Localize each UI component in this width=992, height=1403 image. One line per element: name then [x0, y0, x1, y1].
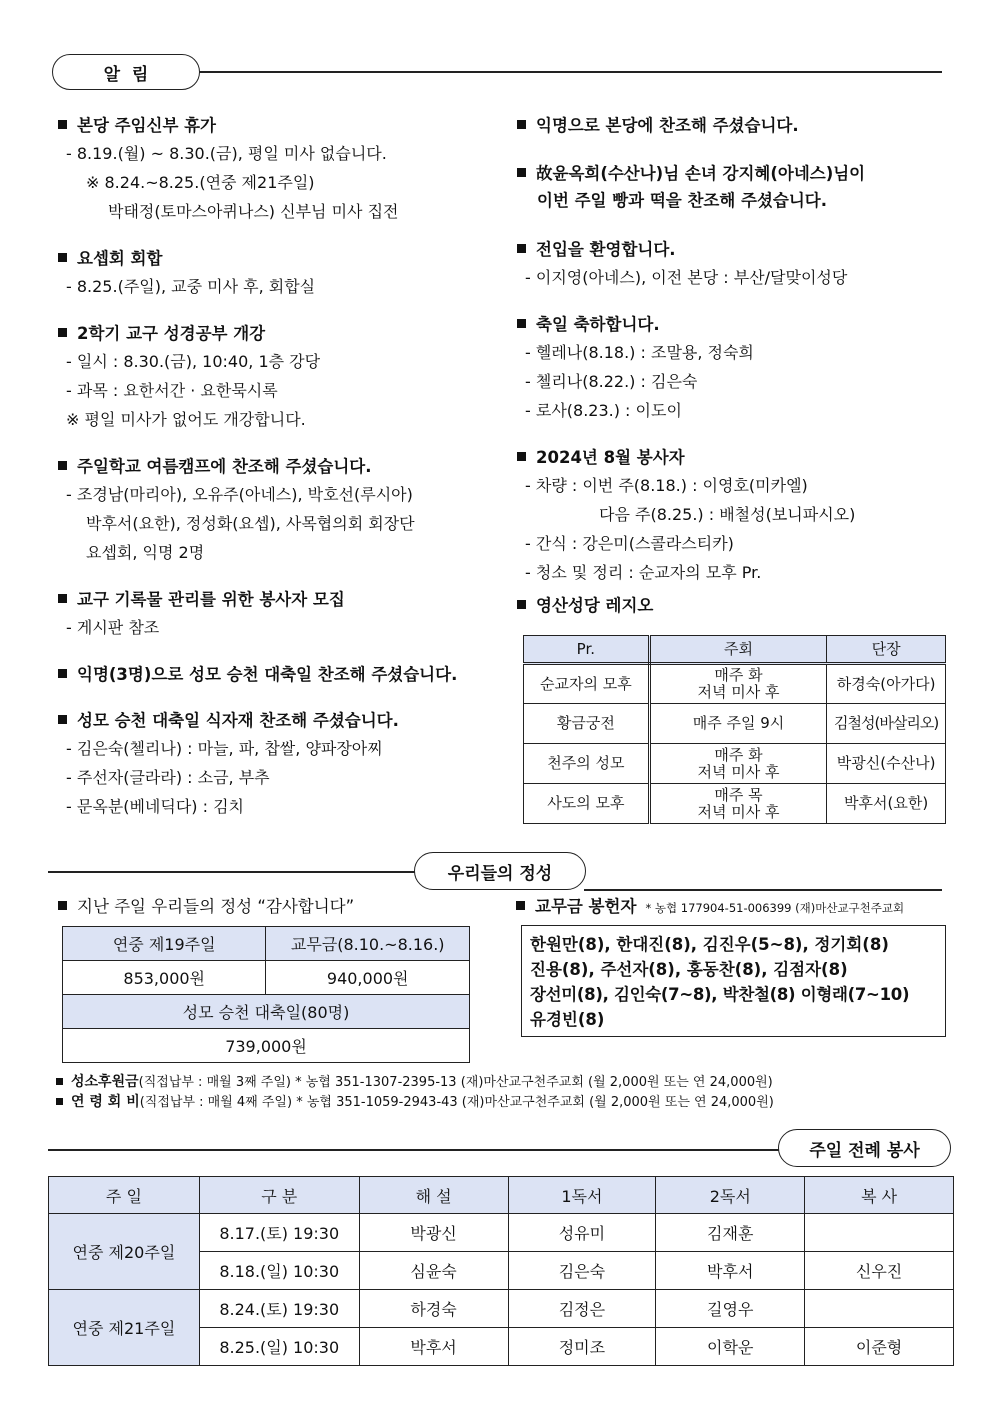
left-notices-column [58, 113, 508, 843]
legio-pr-name: 황금궁전 [524, 704, 650, 744]
header-reading1: 1독서 [508, 1177, 656, 1214]
notice-food-donation [58, 708, 508, 821]
notice-line: - 일시 : 8.30.(금), 10:40, 1층 강당 [66, 352, 321, 371]
notice-bible-study [58, 321, 508, 434]
fine-label: 성소후원금 [71, 1074, 139, 1090]
bullet-square-icon [58, 594, 67, 603]
offering-special-amount: 739,000원 [63, 1029, 470, 1063]
notice-line: 박후서(요한), 정성화(요셉), 사목협의회 회장단 [86, 514, 415, 533]
commentator: 심윤숙 [359, 1252, 508, 1290]
legio-header-row [524, 636, 946, 664]
notice-line: - 로사(8.23.) : 이도이 [525, 401, 682, 420]
notice-bread-donation [517, 161, 957, 215]
fine-label: 연 령 회 비 [71, 1094, 140, 1110]
bullet-square-icon [58, 461, 67, 470]
legio-pr-name: 천주의 성모 [524, 744, 650, 784]
notice-line: - 조경남(마리아), 오유주(아네스), 박호선(루시아) [66, 485, 413, 504]
offering-sunday-amount: 853,000원 [63, 961, 266, 995]
altar-server [805, 1290, 954, 1328]
week-name: 연중 제20주일 [49, 1214, 200, 1290]
heading-text: 전입을 환영합니다. [536, 240, 676, 259]
legio-meeting-time [649, 784, 827, 824]
mass-time: 8.17.(토) 19:30 [199, 1214, 359, 1252]
offering-dues-amount: 940,000원 [266, 961, 470, 995]
donor-line: 진용(8), 주선자(8), 홍동찬(8), 김점자(8) [530, 960, 848, 979]
notice-volunteer-recruit [58, 587, 508, 642]
notice-line: - 간식 : 강은미(스콜라스티카) [525, 534, 734, 553]
heading-text: 요셉회 회합 [77, 249, 163, 268]
heading-text-continued: 이번 주일 빵과 떡을 찬조해 주셨습니다. [537, 191, 828, 210]
memorial-fee-note [56, 1093, 774, 1112]
mass-time: 8.24.(토) 19:30 [199, 1290, 359, 1328]
bullet-square-icon [58, 120, 67, 129]
notice-line: - 8.25.(주일), 교중 미사 후, 회합실 [66, 277, 316, 296]
bullet-square-icon [58, 328, 67, 337]
legio-leader: 박광신(수산나) [827, 744, 946, 784]
bullet-square-icon [56, 1078, 63, 1085]
liturgy-schedule-table [48, 1176, 954, 1366]
heading-text: 교무금 봉헌자 [535, 897, 637, 916]
notice-heading [517, 113, 957, 139]
notices-title-text: 알 림 [103, 64, 149, 85]
notice-line: - 청소 및 정리 : 순교자의 모후 Pr. [525, 563, 762, 582]
offering-divider-left [48, 871, 418, 873]
donor-line: 장선미(8), 김인숙(7~8), 박찬철(8) 이형래(7~10) [530, 985, 910, 1004]
first-reader: 성유미 [508, 1214, 656, 1252]
offering-sunday-label: 연중 제19주일 [63, 927, 266, 961]
bullet-square-icon [517, 244, 526, 253]
legio-meeting-time [649, 704, 827, 744]
header-reading2: 2독서 [656, 1177, 805, 1214]
second-reader: 김재훈 [656, 1214, 805, 1252]
bullet-square-icon [516, 901, 525, 910]
liturgy-divider [48, 1149, 783, 1151]
offering-heading [58, 894, 354, 920]
offering-special-label: 성모 승천 대축일(80명) [63, 995, 470, 1029]
notice-line: - 주선자(글라라) : 소금, 부추 [66, 768, 270, 787]
legio-table [523, 635, 946, 824]
notice-line: 박태정(토마스아퀴나스) 신부님 미사 집전 [108, 202, 399, 221]
bullet-square-icon [58, 253, 67, 262]
notice-heading [58, 113, 508, 139]
liturgy-row [49, 1290, 954, 1328]
week-name: 연중 제21주일 [49, 1290, 200, 1366]
bullet-square-icon [517, 319, 526, 328]
liturgy-row [49, 1214, 954, 1252]
bullet-square-icon [58, 901, 67, 910]
notice-line: - 차량 : 이번 주(8.18.) : 이영호(미카엘) [525, 476, 808, 495]
notice-heading [517, 445, 957, 471]
heading-text: 영산성당 레지오 [536, 596, 654, 615]
notice-heading [58, 662, 508, 688]
bullet-square-icon [58, 715, 67, 724]
mass-time: 8.25.(일) 10:30 [199, 1328, 359, 1366]
heading-text: 2024년 8월 봉사자 [536, 448, 685, 467]
notices-section-title [52, 54, 200, 90]
notices-divider [198, 71, 942, 73]
offering-table [62, 926, 470, 1063]
heading-text: 교구 기록물 관리를 위한 봉사자 모집 [77, 590, 345, 609]
commentator: 박후서 [359, 1328, 508, 1366]
altar-server: 이준형 [805, 1328, 954, 1366]
notice-line: - 게시판 참조 [66, 618, 160, 637]
notice-welcome-newcomer [517, 237, 957, 292]
meeting-line: 저녁 미사 후 [697, 762, 780, 781]
header-time: 구 분 [199, 1177, 359, 1214]
legio-leader: 박후서(요한) [827, 784, 946, 824]
notice-pastor-vacation [58, 113, 508, 226]
legio-header-leader: 단장 [827, 636, 946, 664]
offering-dues-label: 교무금(8.10.~8.16.) [266, 927, 470, 961]
notice-line: - 문옥분(베네딕다) : 김치 [66, 797, 245, 816]
first-reader: 김은숙 [508, 1252, 656, 1290]
heading-text: 지난 주일 우리들의 정성 “감사합니다” [77, 897, 355, 916]
commentator: 하경숙 [359, 1290, 508, 1328]
notice-line: - 8.19.(월) ~ 8.30.(금), 평일 미사 없습니다. [66, 144, 387, 163]
header-commentary: 해 설 [359, 1177, 508, 1214]
offering-divider-right [584, 889, 942, 891]
legio-header-pr: Pr. [524, 636, 650, 664]
header-server: 복 사 [805, 1177, 954, 1214]
notice-heading [58, 321, 508, 347]
altar-server [805, 1214, 954, 1252]
heading-text: 본당 주임신부 휴가 [77, 116, 217, 135]
offering-label-row [63, 927, 470, 961]
liturgy-header-row [49, 1177, 954, 1214]
second-reader: 박후서 [656, 1252, 805, 1290]
right-notices-column [517, 113, 957, 641]
notice-heading [58, 454, 508, 480]
heading-text: 익명(3명)으로 성모 승천 대축일 찬조해 주셨습니다. [77, 665, 458, 684]
notice-line: - 헬레나(8.18.) : 조말용, 정숙희 [525, 343, 754, 362]
bullet-square-icon [517, 600, 526, 609]
fine-detail: (직접납부 : 매월 4째 주일) * 농협 351-1059-2943-43 (재)마산교구천주교회 (월 2,000원 또는 연 24,000원) [139, 1095, 774, 1110]
notice-heading [58, 246, 508, 272]
heading-text: 성모 승천 대축일 식자재 찬조해 주셨습니다. [77, 711, 399, 730]
meeting-line: 매주 목 [714, 785, 763, 804]
notice-anonymous-donation [58, 662, 508, 688]
notice-heading [517, 161, 957, 187]
heading-text: 축일 축하합니다. [536, 315, 660, 334]
notice-line: - 첼리나(8.22.) : 김은숙 [525, 372, 698, 391]
bullet-square-icon [517, 120, 526, 129]
legio-row [524, 664, 946, 704]
offering-title-text: 우리들의 정성 [447, 863, 553, 884]
legio-pr-name: 순교자의 모후 [524, 664, 650, 704]
notice-legio [517, 593, 957, 619]
bullet-square-icon [517, 452, 526, 461]
notice-heading [517, 593, 957, 619]
notice-heading [58, 587, 508, 613]
legio-meeting-time [649, 744, 827, 784]
heading-text: 주일학교 여름캠프에 찬조해 주셨습니다. [77, 457, 372, 476]
fine-detail: (직접납부 : 매월 3째 주일) * 농협 351-1307-2395-13 (재)마산교구천주교회 (월 2,000원 또는 연 24,000원) [138, 1075, 773, 1090]
notice-anonymous-parish-donation [517, 113, 957, 139]
header-sunday: 주 일 [49, 1177, 200, 1214]
notice-line: - 김은숙(첼리나) : 마늘, 파, 찹쌀, 양파장아찌 [66, 739, 383, 758]
legio-row [524, 704, 946, 744]
bullet-square-icon [58, 669, 67, 678]
offering-value-row [63, 961, 470, 995]
vocation-fund-note [56, 1073, 773, 1092]
notice-line: ※ 8.24.~8.25.(연중 제21주일) [86, 173, 315, 192]
offering-section-title [414, 852, 586, 890]
notice-heading [58, 708, 508, 734]
legio-row [524, 784, 946, 824]
offering-special-label-row [63, 995, 470, 1029]
bullet-square-icon [517, 168, 526, 177]
notice-line: 다음 주(8.25.) : 배철성(보니파시오) [599, 505, 856, 524]
legio-row [524, 744, 946, 784]
altar-server: 신우진 [805, 1252, 954, 1290]
notice-line: ※ 평일 미사가 없어도 개강합니다. [66, 410, 306, 429]
donors-heading [516, 894, 904, 921]
notice-feast-days [517, 312, 957, 425]
first-reader: 김정은 [508, 1290, 656, 1328]
legio-meeting-time [649, 664, 827, 704]
donor-line: 유경빈(8) [530, 1010, 605, 1029]
legio-header-meeting: 주회 [649, 636, 827, 664]
legio-leader: 김철성(바살리오) [827, 704, 946, 744]
notice-summer-camp-donation [58, 454, 508, 567]
notice-heading [517, 312, 957, 338]
meeting-line: 저녁 미사 후 [697, 802, 780, 821]
mass-time: 8.18.(일) 10:30 [199, 1252, 359, 1290]
notice-line: - 과목 : 요한서간 · 요한묵시록 [66, 381, 278, 400]
offering-special-value-row [63, 1029, 470, 1063]
second-reader: 이학운 [656, 1328, 805, 1366]
notice-august-volunteers [517, 445, 957, 587]
donors-box [521, 925, 946, 1037]
liturgy-section-title [778, 1129, 951, 1167]
heading-text: 2학기 교구 성경공부 개강 [77, 324, 266, 343]
heading-text: 익명으로 본당에 찬조해 주셨습니다. [536, 116, 799, 135]
donor-line: 한원만(8), 한대진(8), 김진우(5~8), 정기회(8) [530, 935, 889, 954]
notice-heading [517, 237, 957, 263]
notice-line: 요셉회, 익명 2명 [86, 543, 205, 562]
notice-joseph-meeting [58, 246, 508, 301]
legio-leader: 하경숙(아가다) [827, 664, 946, 704]
liturgy-title-text: 주일 전례 봉사 [809, 1140, 920, 1161]
first-reader: 정미조 [508, 1328, 656, 1366]
meeting-line: 매주 주일 9시 [692, 714, 785, 732]
commentator: 박광신 [359, 1214, 508, 1252]
second-reader: 길영우 [656, 1290, 805, 1328]
legio-pr-name: 사도의 모후 [524, 784, 650, 824]
meeting-line: 저녁 미사 후 [697, 683, 780, 701]
heading-text: 故윤옥희(수산나)님 손녀 강지혜(아네스)님이 [536, 164, 866, 183]
notice-line: - 이지영(아네스), 이전 본당 : 부산/달맞이성당 [525, 268, 848, 287]
meeting-line: 매주 화 [714, 666, 763, 684]
bullet-square-icon [56, 1098, 63, 1105]
meeting-line: 매주 화 [714, 745, 763, 764]
donors-account-note: * 농협 177904-51-006399 (재)마산교구천주교회 [645, 901, 905, 915]
